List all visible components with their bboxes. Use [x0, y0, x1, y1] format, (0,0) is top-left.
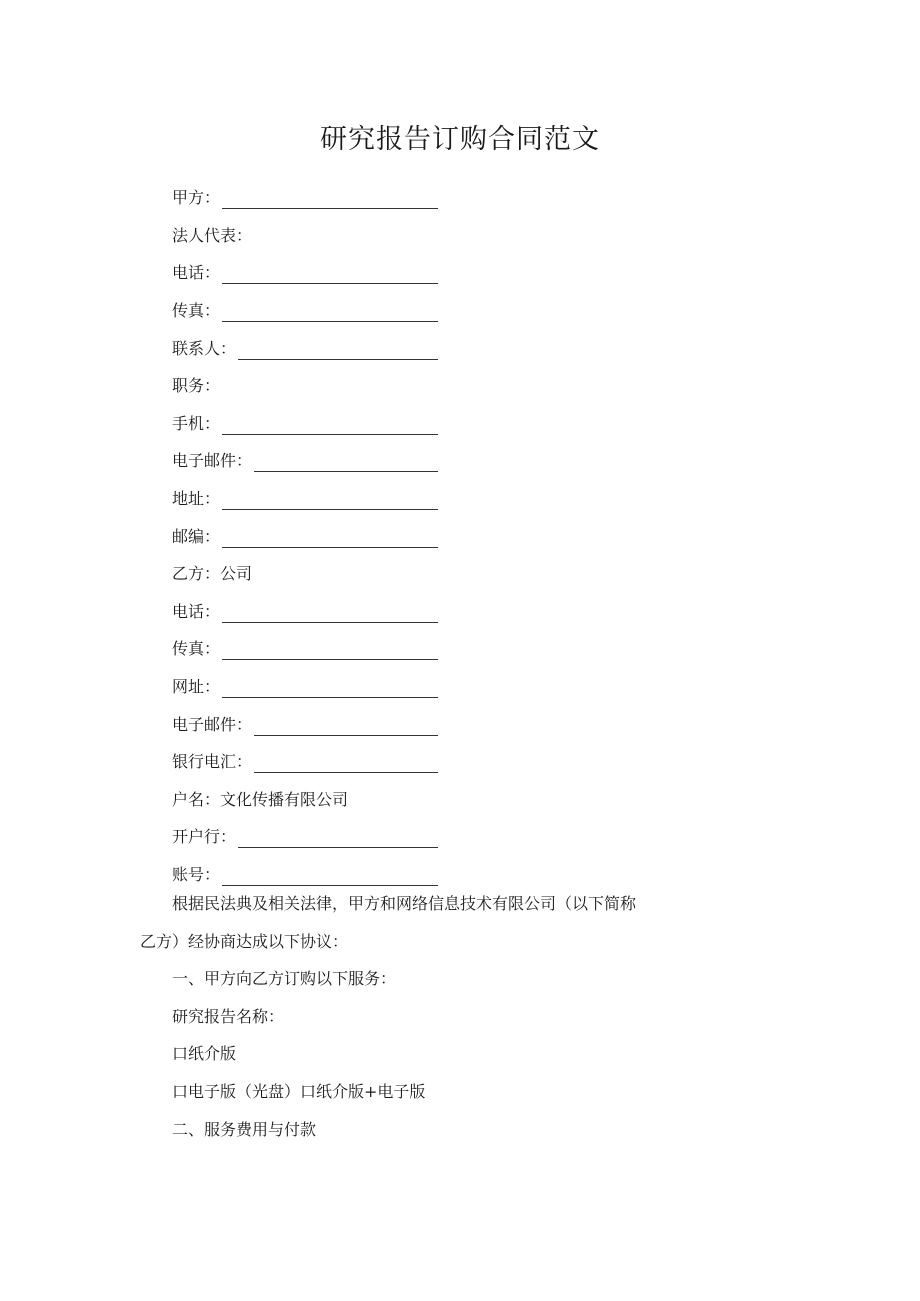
field-label: 网址：	[172, 677, 221, 697]
fill-in-blank	[222, 681, 438, 698]
field-label: 职务：	[172, 376, 221, 396]
field-row	[172, 629, 652, 667]
field-label: 电话：	[172, 601, 221, 621]
field-row	[172, 742, 652, 780]
contract-line: 口纸介版	[172, 1044, 237, 1064]
field-label: 法人代表：	[172, 225, 253, 245]
fill-in-blank	[222, 869, 438, 886]
field-row	[172, 253, 652, 291]
contract-lines	[140, 960, 640, 1148]
field-row	[172, 328, 652, 366]
field-label: 乙方：	[172, 564, 221, 584]
document-title: 研究报告订购合同范文	[320, 124, 600, 155]
fill-in-blank	[254, 719, 438, 736]
field-label: 户名：	[172, 789, 221, 809]
fill-in-blank	[238, 831, 438, 848]
fill-in-blank	[222, 531, 438, 548]
contract-line: 口电子版（光盘）口纸介版+电子版	[172, 1081, 426, 1101]
field-row	[172, 479, 652, 517]
intro-paragraph: 根据民法典及相关法律，甲方和网络信息技术有限公司（以下简称乙方）经协商达成以下协议：	[140, 894, 637, 951]
contract-line: 二、服务费用与付款	[172, 1119, 317, 1139]
field-label: 电子邮件：	[172, 714, 253, 734]
field-label: 账号：	[172, 864, 221, 884]
fill-in-blank	[222, 192, 438, 209]
field-label: 甲方：	[172, 188, 221, 208]
field-label: 邮编：	[172, 526, 221, 546]
fill-in-blank	[222, 643, 438, 660]
fill-in-blank	[254, 455, 438, 472]
field-row	[172, 592, 652, 630]
field-row	[172, 291, 652, 329]
field-label: 传真：	[172, 301, 221, 321]
field-label: 电子邮件：	[172, 451, 253, 471]
field-label: 开户行：	[172, 827, 237, 847]
field-label: 电话：	[172, 263, 221, 283]
field-label: 联系人：	[172, 338, 237, 358]
contract-party-fields	[172, 178, 652, 892]
field-row	[172, 704, 652, 742]
contract-line: 研究报告名称：	[172, 1006, 285, 1026]
fill-in-blank	[222, 493, 438, 510]
field-row	[172, 817, 652, 855]
contract-line: 一、甲方向乙方订购以下服务：	[172, 969, 397, 989]
field-label: 传真：	[172, 639, 221, 659]
fill-in-blank	[238, 343, 438, 360]
field-label: 地址：	[172, 489, 221, 509]
field-row	[172, 366, 652, 404]
field-row	[172, 554, 652, 592]
field-row	[172, 404, 652, 442]
field-row	[172, 516, 652, 554]
field-label: 银行电汇：	[172, 752, 253, 772]
fill-in-blank	[222, 606, 438, 623]
field-row	[172, 441, 652, 479]
field-row	[172, 178, 652, 216]
field-value: 文化传播有限公司	[220, 789, 349, 809]
fill-in-blank	[222, 418, 438, 435]
fill-in-blank	[222, 267, 438, 284]
fill-in-blank	[254, 756, 438, 773]
field-row	[172, 216, 652, 254]
contract-body	[140, 885, 640, 1148]
field-row	[172, 667, 652, 705]
field-value: 公司	[220, 564, 253, 584]
fill-in-blank	[222, 305, 438, 322]
field-row	[172, 780, 652, 818]
field-label: 手机：	[172, 413, 221, 433]
